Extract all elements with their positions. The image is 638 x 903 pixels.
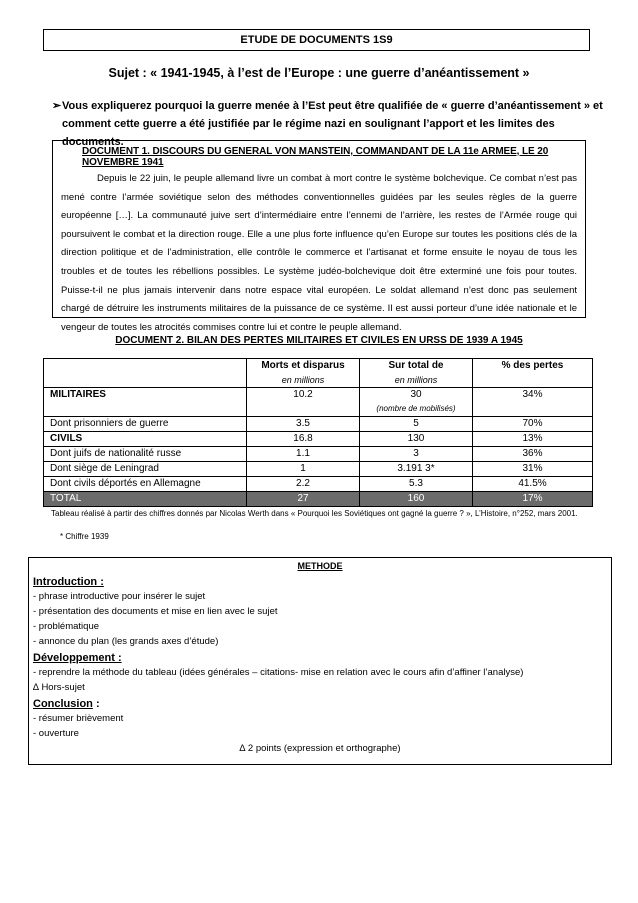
list-item: - phrase introductive pour insérer le sujet <box>33 591 206 602</box>
cell: 41.5% <box>473 477 593 492</box>
cell: 5 <box>360 417 473 432</box>
losses-table <box>43 358 593 507</box>
cell: 27 <box>247 492 360 507</box>
conclusion-heading: Conclusion : <box>33 698 100 710</box>
row-label: CIVILS <box>44 432 247 447</box>
table-row <box>44 447 593 462</box>
document-1-title: DOCUMENT 1. DISCOURS DU GENERAL VON MANSTEIN, COMMANDANT DE LA 11e ARMEE, LE 20 NOVEMBRE 1941 <box>82 146 549 168</box>
list-item: - annonce du plan (les grands axes d’étude) <box>33 636 219 647</box>
instruction-text: Vous expliquerez pourquoi la guerre menée à l’Est peut être qualifiée de « guerre d’anéantissement » et comment cette guerre a été justifiée par le régime nazi en soulignant l’apport et les limites des documents. <box>62 100 603 148</box>
cell: 1 <box>247 462 360 477</box>
arrow-bullet-icon: ➢ <box>52 100 62 112</box>
table-source: Tableau réalisé à partir des chiffres donnés par Nicolas Werth dans « Pourquoi les Soviétiques ont gagné la guerre ? », L’Histoire, n°252, mars 2001. <box>51 509 578 518</box>
table-header-row <box>44 359 593 388</box>
table-row <box>44 417 593 432</box>
column-header: % des pertes <box>473 359 593 388</box>
page-title: ETUDE DE DOCUMENTS 1S9 <box>43 29 590 51</box>
document-1-paragraph: Depuis le 22 juin, le peuple allemand livre un combat à mort contre le système bolchevique. Ce combat n’est pas mené contre l’armée soviétique selon des méthodes conventionnelles guidées par les seules règles de la guerre européenne […]. La communauté juive sert d’intermédiaire entre l’ennemi de l’arrière, les restes de l’Armée rouge qui poursuivent le combat et la direction rouge. Elle a une plus forte influence qu’en Europe sur toutes les positions clés de la direction politique et de l’administration, elle contrôle le commerce et l’artisanat et forme ensuite le noyau de tous les troubles et de toutes les rébellions possibles. Le système judéo-bolchevique doit être exterminé une fois pour toutes. Puisse-t-il ne plus jamais intervenir dans notre espace vital européen. Le soldat allemand n’est donc pas seulement chargé de détruire les instruments militaires de la puissance de ce système. Il est aussi porteur d’une idée nationale et le vengeur de toutes les atrocités commises contre lui et contre le peuple allemand. <box>61 173 577 333</box>
cell: 34% <box>473 388 593 417</box>
points-note: ∆ 2 points (expression et orthographe) <box>239 743 401 754</box>
cell: 130 <box>360 432 473 447</box>
table-total-row <box>44 492 593 507</box>
cell: 3 <box>360 447 473 462</box>
cell: 3.5 <box>247 417 360 432</box>
cell: 3.191 3* <box>360 462 473 477</box>
cell: 5.3 <box>360 477 473 492</box>
list-item: - problématique <box>33 621 100 632</box>
column-header: Morts et disparus en millions <box>247 359 360 388</box>
cell: 13% <box>473 432 593 447</box>
row-label: Dont prisonniers de guerre <box>44 417 247 432</box>
table-header-empty <box>44 359 247 388</box>
cell: 31% <box>473 462 593 477</box>
cell: 16.8 <box>247 432 360 447</box>
list-item: - reprendre la méthode du tableau (idées générales – citations- mise en relation avec le cours afin d’affiner l’analyse) <box>33 667 524 678</box>
list-item: - ouverture <box>33 728 79 739</box>
table-row <box>44 477 593 492</box>
cell: 1.1 <box>247 447 360 462</box>
row-label: MILITAIRES <box>44 388 247 417</box>
method-box <box>28 557 612 765</box>
document-1-box <box>52 140 586 333</box>
list-item: ∆ Hors-sujet <box>33 682 85 693</box>
cell: 160 <box>360 492 473 507</box>
method-title: METHODE <box>297 561 343 571</box>
development-heading: Développement : <box>33 652 122 664</box>
row-label: Dont civils déportés en Allemagne <box>44 477 247 492</box>
row-label: Dont siège de Leningrad <box>44 462 247 477</box>
document-2-title: DOCUMENT 2. BILAN DES PERTES MILITAIRES ET CIVILES EN URSS DE 1939 A 1945 <box>115 335 523 346</box>
cell: 36% <box>473 447 593 462</box>
document-1-text <box>61 170 577 337</box>
table-row <box>44 388 593 417</box>
intro-heading: Introduction : <box>33 576 104 588</box>
row-label: Dont juifs de nationalité russe <box>44 447 247 462</box>
list-item: - résumer brièvement <box>33 713 124 724</box>
table-footnote: * Chiffre 1939 <box>60 532 109 541</box>
cell: 10.2 <box>247 388 360 417</box>
subject-line: Sujet : « 1941-1945, à l’est de l’Europe : une guerre d’anéantissement » <box>108 66 530 80</box>
column-header: Sur total de en millions <box>360 359 473 388</box>
mobilised-note: (nombre de mobilisés) <box>376 404 456 413</box>
cell: 17% <box>473 492 593 507</box>
list-item: - présentation des documents et mise en lien avec le sujet <box>33 606 278 617</box>
cell: 2.2 <box>247 477 360 492</box>
row-label: TOTAL <box>44 492 247 507</box>
table-row <box>44 462 593 477</box>
cell: 30 (nombre de mobilisés) <box>360 388 473 417</box>
cell: 70% <box>473 417 593 432</box>
table-row <box>44 432 593 447</box>
